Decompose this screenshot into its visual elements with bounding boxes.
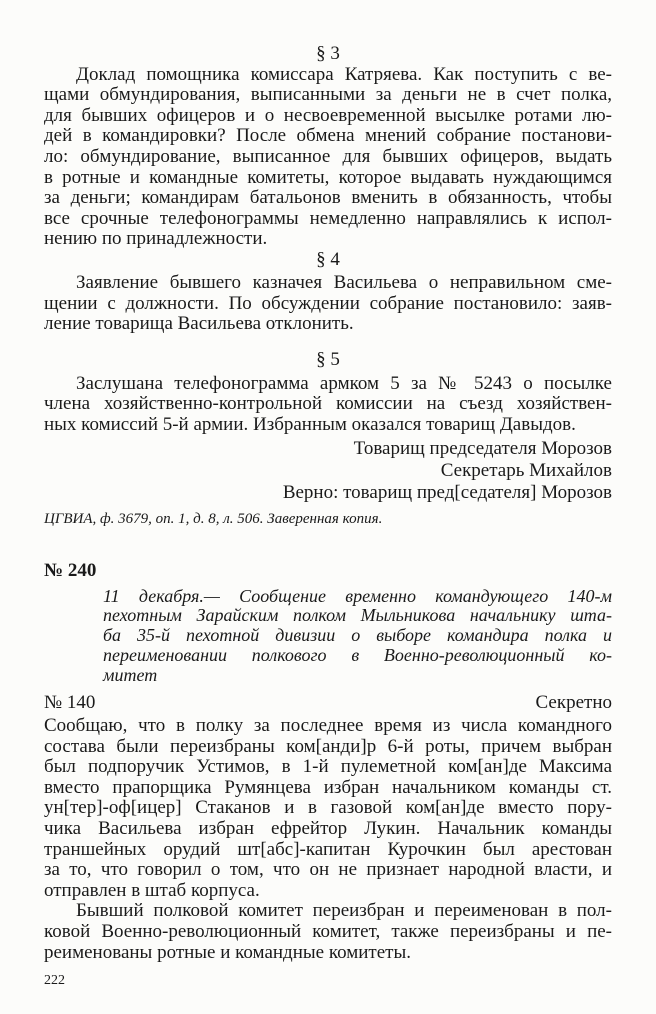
page-number: 222 bbox=[44, 973, 65, 988]
section-3-line: для бывших офицеров и о несвоевременной высылке ротами лю- bbox=[44, 104, 612, 126]
section-3-line: дей в командировки? После обмена мнений собрание постанови- bbox=[44, 125, 612, 147]
body-line: траншейных орудий шт[абс]-капитан Курочкин был арестован bbox=[44, 838, 612, 860]
section-5-line: ных комиссий 5-й армии. Избранным оказался товарищ Давыдов. bbox=[44, 413, 576, 435]
section-3-header: § 3 bbox=[316, 42, 340, 64]
body-line: за то, что говорил о том, что он не признает народной власти, и bbox=[44, 859, 612, 881]
section-3-line: щами обмундирования, выписанными за деньги не в счет полка, bbox=[44, 84, 612, 106]
classification-label: Секретно bbox=[535, 691, 612, 713]
section-3-line: Доклад помощника комиссара Катряева. Как поступить с ве- bbox=[76, 63, 612, 85]
body2-line: Бывший полковой комитет переизбран и переименован в пол- bbox=[76, 900, 612, 922]
section-4-line: ление товарища Васильева отклонить. bbox=[44, 313, 354, 335]
body-line: был подпоручик Устимов, в 1-й пулеметной ком[ан]де Максима bbox=[44, 756, 612, 778]
section-3-line: за деньги; командирам батальонов вменить в обязанность, чтобы bbox=[44, 187, 612, 209]
section-4-header: § 4 bbox=[316, 248, 340, 270]
document-heading-line: ба 35-й пехотной дивизии о выборе командира полка и bbox=[103, 625, 612, 646]
section-4-line: щении с должности. По обсуждении собрание постановило: заяв- bbox=[44, 292, 612, 314]
document-heading-line: 11 декабря.— Сообщение временно командующего 140-м bbox=[103, 585, 612, 606]
document-heading-line: пехотным Зарайским полком Мыльникова начальнику шта- bbox=[103, 605, 612, 626]
reference-number: № 140 bbox=[44, 691, 96, 713]
section-3-line: нению по принадлежности. bbox=[44, 228, 268, 250]
body-line: Сообщаю, что в полку за последнее время из числа командного bbox=[44, 715, 612, 737]
section-4-line: Заявление бывшего казначея Васильева о неправильном сме- bbox=[76, 272, 612, 294]
body2-line: ковой Военно-революционный комитет, также переизбраны и пе- bbox=[44, 921, 612, 943]
section-3-line: все срочные телефонограммы немедленно направлялись к испол- bbox=[44, 207, 612, 229]
body-line: отправлен в штаб корпуса. bbox=[44, 879, 260, 901]
signature-chairman: Товарищ председателя Морозов bbox=[353, 437, 612, 459]
body-line: состава были переизбраны ком[анди]р 6-й роты, причем выбран bbox=[44, 735, 612, 757]
document-number: № 240 bbox=[44, 559, 97, 581]
body-line: ун[тер]-оф[ицер] Стаканов и в газовой ком[ан]де вместо пору- bbox=[44, 797, 612, 819]
signature-certified: Верно: товарищ пред[седателя] Морозов bbox=[282, 482, 612, 504]
section-3-line: в ротные и командные комитеты, которое выдавать нуждающимся bbox=[44, 166, 612, 188]
body-line: вместо прапорщика Румянцева избран начальником команды ст. bbox=[44, 776, 612, 798]
section-3-line: ло: обмундирование, выписанное для бывших офицеров, выдать bbox=[44, 145, 612, 167]
document-heading-line: переименовании полкового в Военно-революционный ко- bbox=[103, 644, 612, 665]
section-5-header: § 5 bbox=[316, 349, 340, 371]
document-heading-line: митет bbox=[103, 664, 158, 685]
section-5-line: Заслушана телефонограмма армком 5 за № 5243 о посылке bbox=[76, 372, 612, 394]
body-line: чика Васильева избран ефрейтор Лукин. Начальник команды bbox=[44, 818, 612, 840]
archive-note: ЦГВИА, ф. 3679, оп. 1, д. 8, л. 506. Заверенная копия. bbox=[44, 511, 383, 528]
signature-secretary: Секретарь Михайлов bbox=[440, 460, 612, 482]
body2-line: реименованы ротные и командные комитеты. bbox=[44, 941, 411, 963]
section-5-line: члена хозяйственно-контрольной комиссии на съезд хозяйствен- bbox=[44, 393, 612, 415]
